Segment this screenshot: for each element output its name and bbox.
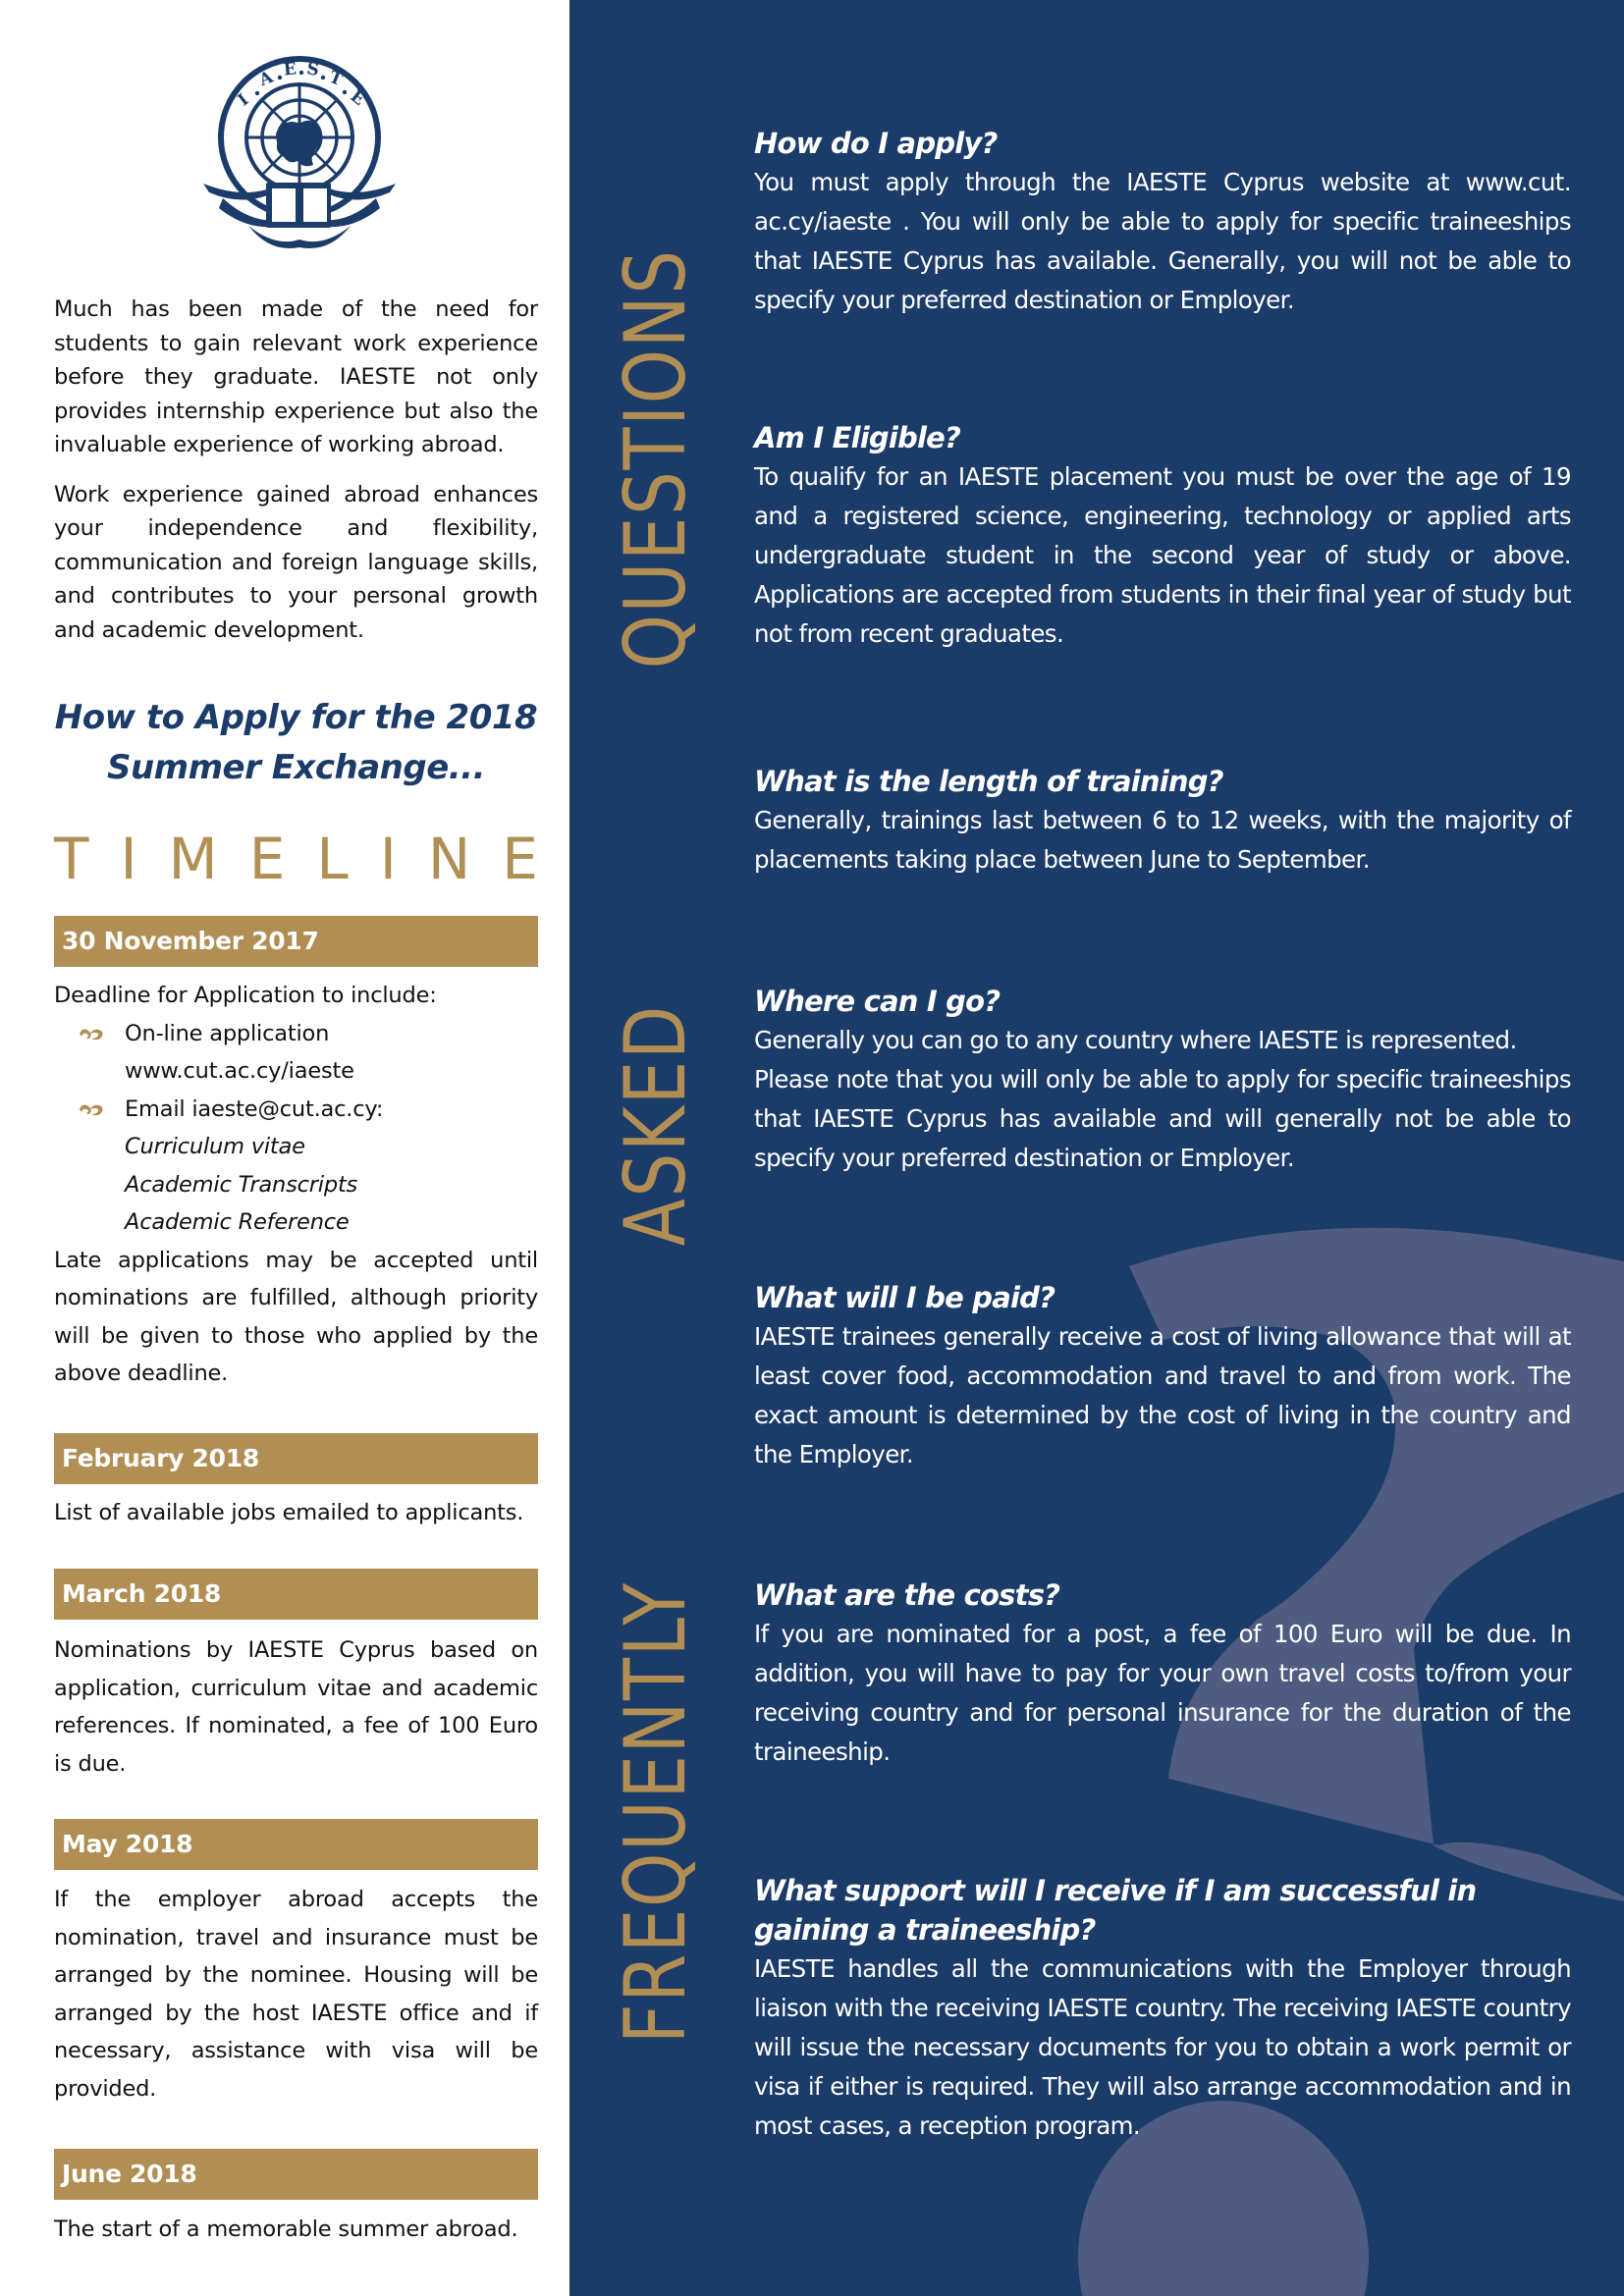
- faq-vertical-title: [607, 248, 705, 2044]
- timeline-bullet: [54, 1015, 538, 1091]
- faq-item: [754, 1575, 1571, 1772]
- timeline-entry-text: The start of a memorable summer abroad.: [54, 2216, 518, 2242]
- faq-item: [754, 124, 1571, 320]
- timeline-bullet: [54, 1091, 538, 1242]
- timeline-heading-letter: E: [502, 826, 538, 892]
- timeline-entry-text: Nominations by IAESTE Cyprus based on application, curriculum vitae and academic references. If nominated, a fee of 100 Euro is due.: [54, 1637, 538, 1777]
- faq-answer: IAESTE handles all the communications with the Employer through liaison with the receiving IAESTE country. The receiving IAESTE country will issue the necessary documents for you to obtain a work permit or visa if either is required. They will also arrange accommodation and in most cases, a reception program.: [754, 1954, 1571, 2140]
- timeline-entry-text: [54, 977, 538, 1393]
- timeline-entry-text: List of available jobs emailed to applicants.: [54, 1500, 524, 1525]
- iaeste-emblem-icon: [201, 51, 398, 257]
- faq-question: What is the length of training?: [754, 765, 1223, 798]
- svg-text:T: T: [326, 67, 346, 91]
- faq-item: [754, 762, 1571, 880]
- left-column: [0, 0, 569, 2296]
- timeline-entry-intro: Deadline for Application to include:: [54, 983, 437, 1008]
- svg-text:S: S: [305, 59, 321, 80]
- intro-paragraph: Much has been made of the need for students to gain relevant work experience before they graduate. IAESTE not only provides internship experience but also the invaluable experience of working abroad.: [54, 296, 538, 457]
- faq-answer: IAESTE trainees generally receive a cost of living allowance that will at least cover food, accommodation and travel to and from work. The exact amount is determined by the cost of living in the country and the Employer.: [754, 1322, 1571, 1468]
- faq-question: What are the costs?: [754, 1578, 1060, 1612]
- timeline-entry-outro: Late applications may be accepted until nominations are fulfilled, although priority will be given to those who applied by the above deadline.: [54, 1247, 538, 1386]
- timeline-heading-letter: N: [427, 826, 471, 892]
- bullet-sub-item: Academic Reference: [125, 1209, 350, 1235]
- apply-heading-line: Summer Exchange...: [106, 748, 486, 787]
- bullet-sub-item: Academic Transcripts: [125, 1171, 358, 1198]
- apply-heading: [54, 693, 538, 793]
- timeline-heading-letter: T: [54, 826, 89, 892]
- timeline-heading-letter: L: [316, 826, 349, 892]
- timeline-date-bar: February 2018: [54, 1433, 538, 1484]
- floral-heart-bullet-icon: [78, 1101, 105, 1117]
- faq-item: [754, 982, 1571, 1178]
- svg-text:E: E: [282, 59, 298, 80]
- faq-item: [754, 1871, 1571, 2146]
- svg-text:E: E: [346, 86, 369, 110]
- faq-vertical-title-text: FREQUENTLY ASKED QUESTIONS: [607, 248, 705, 2044]
- bullet-label: On-line application: [125, 1020, 330, 1046]
- faq-item: [754, 1278, 1571, 1474]
- faq-question: How do I apply?: [754, 127, 998, 160]
- faq-answer: Generally, trainings last between 6 to 12 weeks, with the majority of placements taking place between June to September.: [754, 806, 1571, 874]
- apply-heading-line: How to Apply for the 2018: [54, 698, 538, 737]
- timeline-date-bar: 30 November 2017: [54, 916, 538, 967]
- bullet-label: Email iaeste@cut.ac.cy:: [125, 1095, 384, 1122]
- timeline-date-bar: June 2018: [54, 2149, 538, 2200]
- faq-question: Where can I go?: [754, 985, 1001, 1018]
- faq-answer: Generally you can go to any country where IAESTE is represented.: [754, 1026, 1517, 1054]
- intro-text: [54, 293, 538, 663]
- timeline-heading-letter: M: [168, 826, 218, 892]
- faq-answer: You must apply through the IAESTE Cyprus website at www.cut. ac.cy/iaeste . You will only be able to apply for specific traineeships that IAESTE Cyprus has available. Generally, you will not be able to specify your preferred destination or Employer.: [754, 168, 1571, 314]
- timeline-entry-text: If the employer abroad accepts the nomination, travel and insurance must be arranged by the nominee. Housing will be arranged by the host IAESTE office and if necessary, assistance with visa will be provided.: [54, 1887, 538, 2102]
- timeline-heading-letter: I: [379, 826, 397, 892]
- bullet-link[interactable]: www.cut.ac.cy/iaeste: [125, 1058, 354, 1084]
- faq-question: What support will I receive if I am successful in gaining a traineeship?: [754, 1874, 1477, 1947]
- faq-item: [754, 418, 1571, 654]
- faq-question: What will I be paid?: [754, 1281, 1056, 1314]
- svg-text:A: A: [256, 67, 276, 91]
- faq-answer: If you are nominated for a post, a fee of 100 Euro will be due. In addition, you will have to pay for your own travel costs to/from your receiving country and for personal insurance for the duration of the traineeship.: [754, 1620, 1571, 1766]
- timeline-heading-letter: E: [248, 826, 286, 892]
- faq-question: Am I Eligible?: [754, 421, 961, 454]
- intro-paragraph: Work experience gained abroad enhances your independence and flexibility, communication and foreign language skills, and contributes to your personal growth and academic development.: [54, 481, 538, 643]
- faq-answer: To qualify for an IAESTE placement you must be over the age of 19 and a registered science, engineering, technology or applied arts undergraduate student in the second year of study or above. Applications are accepted from students in their final year of study but not from recent graduates.: [754, 462, 1571, 648]
- timeline-date-bar: March 2018: [54, 1569, 538, 1620]
- floral-heart-bullet-icon: [78, 1026, 105, 1041]
- svg-text:I: I: [234, 89, 253, 111]
- timeline-heading-letter: I: [120, 826, 137, 892]
- bullet-sub-item: Curriculum vitae: [125, 1134, 305, 1159]
- timeline-heading: [54, 825, 538, 893]
- timeline-date-bar: May 2018: [54, 1819, 538, 1870]
- faq-answer: Please note that you will only be able to apply for specific traineeships that IAESTE Cyprus has available and will generally not be able to specify your preferred destination or Employer.: [754, 1065, 1571, 1172]
